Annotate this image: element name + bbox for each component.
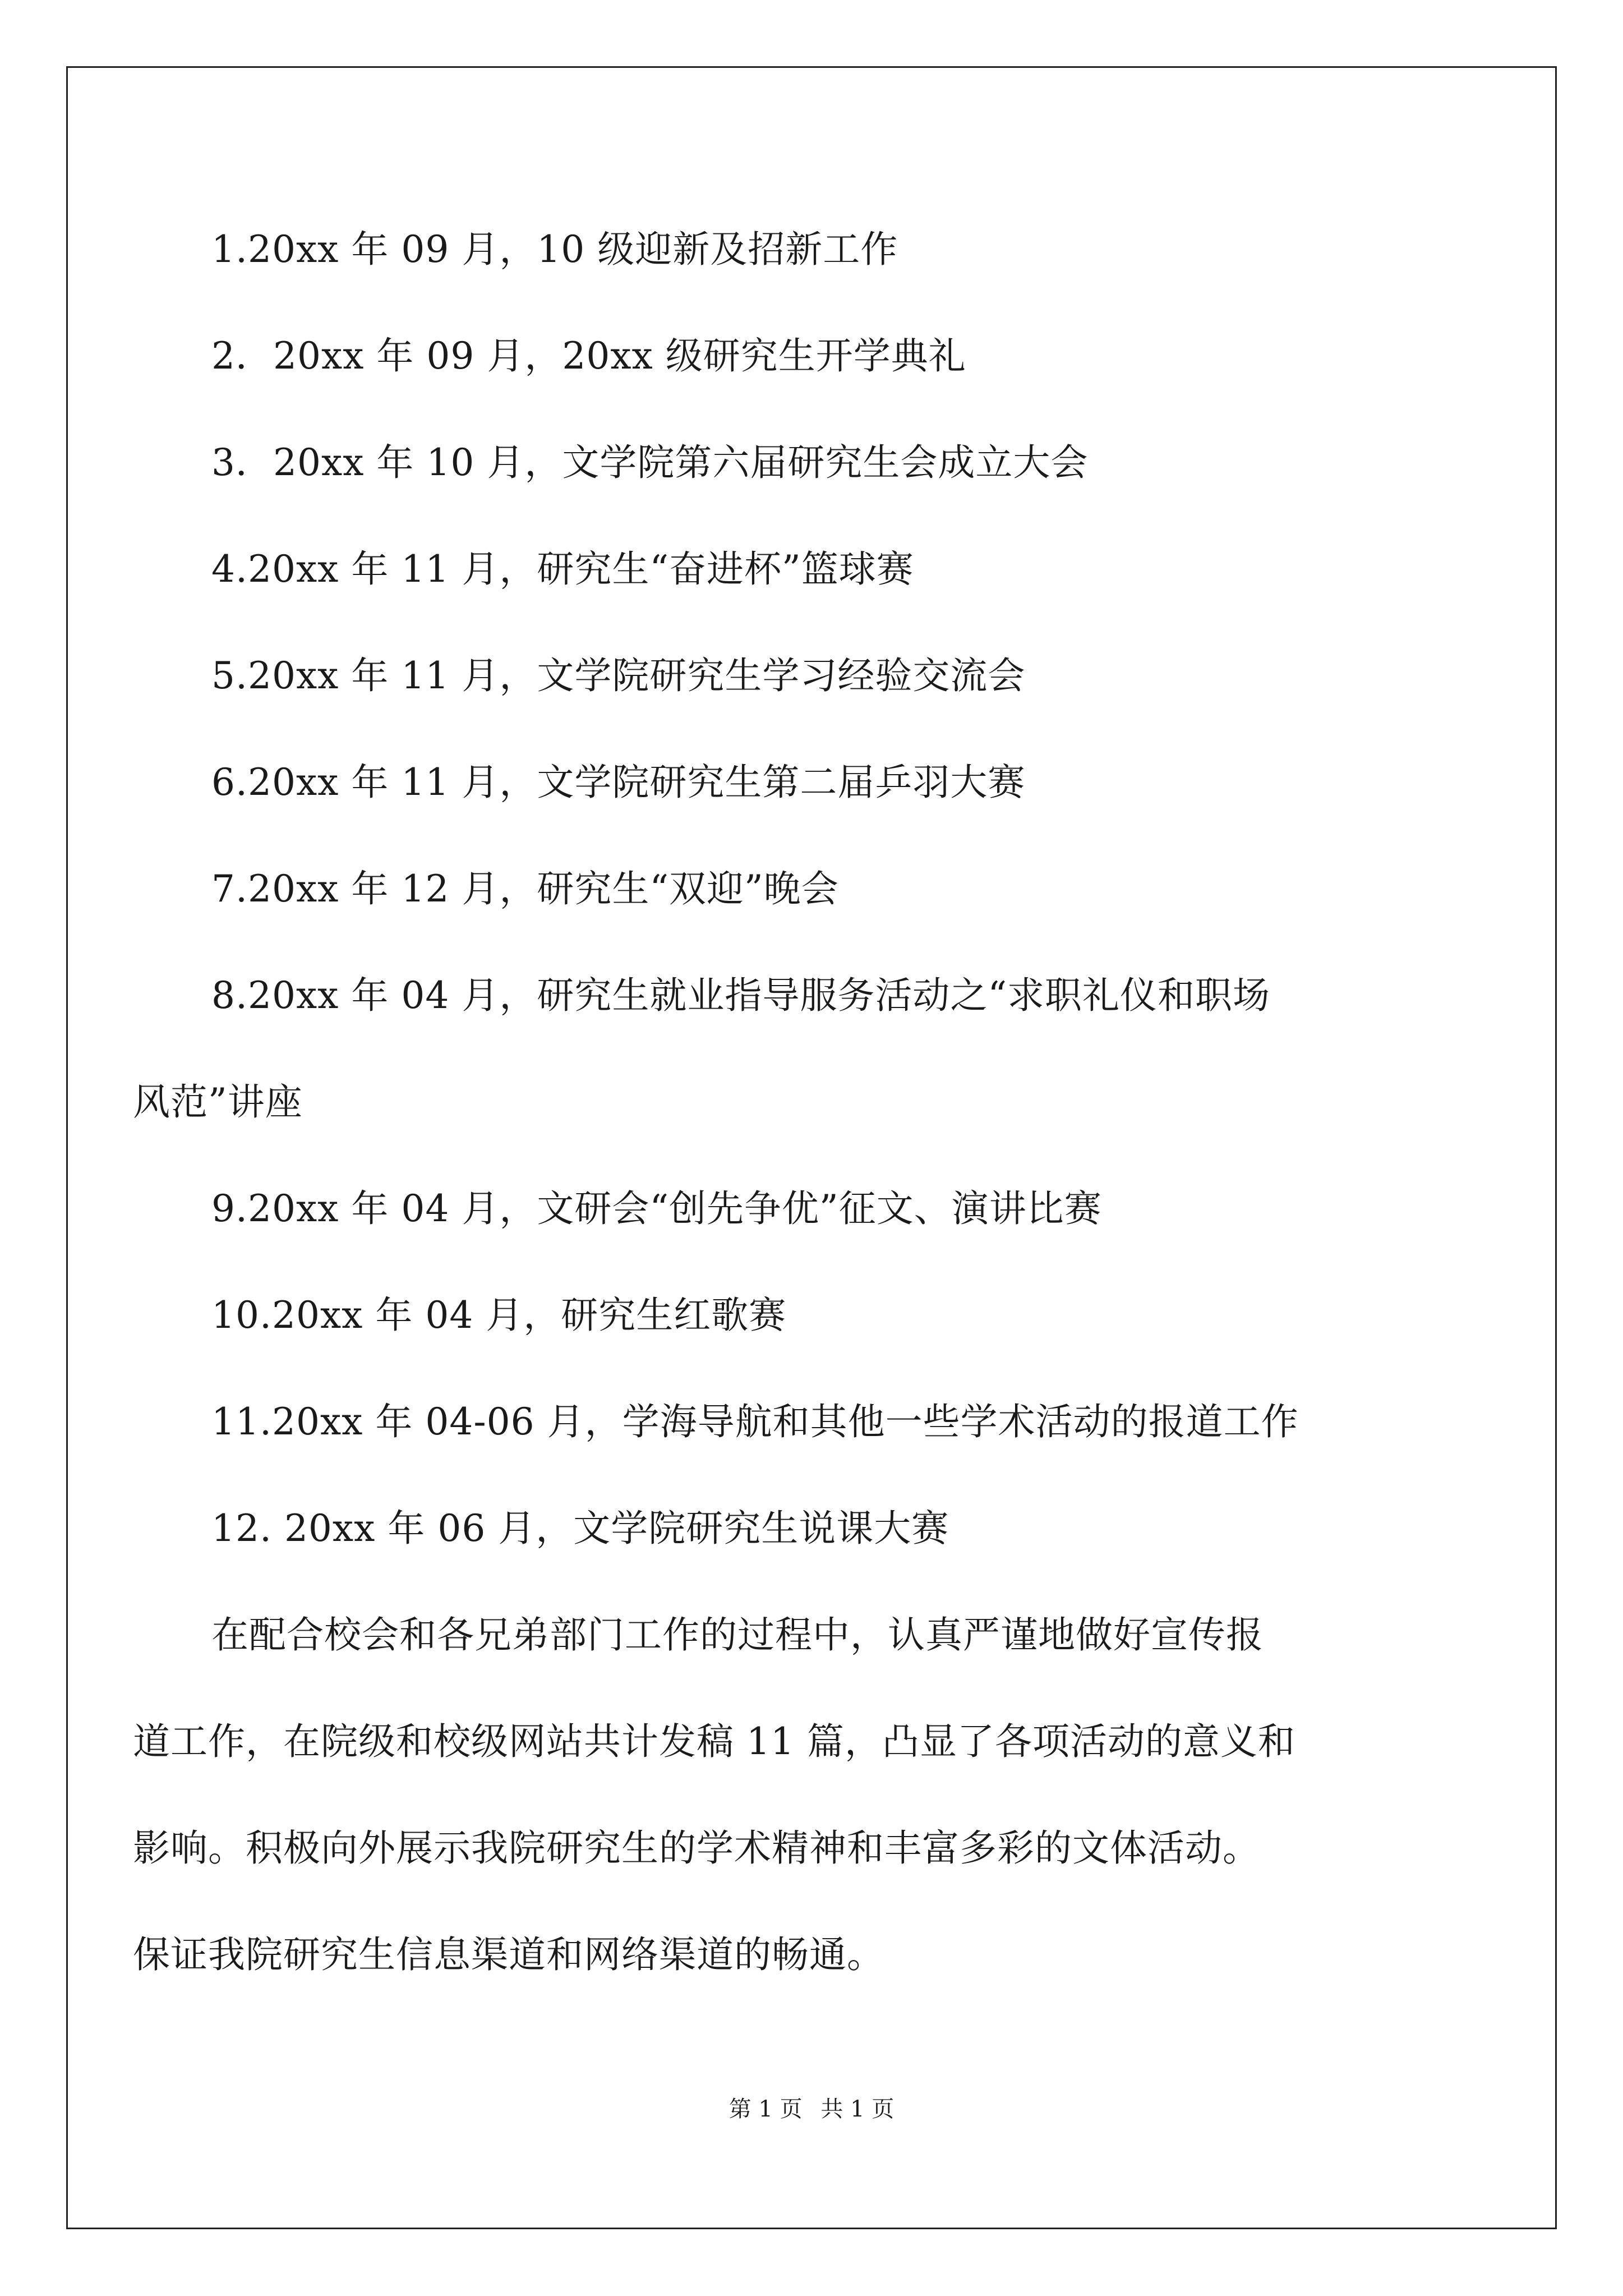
- paragraph-line: 影响。积极向外展示我院研究生的学术精神和丰富多彩的文体活动。: [133, 1826, 1260, 1870]
- list-item: 4.20xx 年 11 月，研究生“奋进杯”篮球赛: [211, 547, 914, 591]
- list-item: 8.20xx 年 04 月，研究生就业指导服务活动之“求职礼仪和职场: [211, 974, 1271, 1017]
- paragraph-line: 道工作，在院级和校级网站共计发稿 11 篇，凸显了各项活动的意义和: [133, 1720, 1295, 1763]
- list-item: 3．20xx 年 10 月，文学院第六届研究生会成立大会: [211, 441, 1089, 484]
- page-number: 第 1 页: [728, 2096, 803, 2122]
- list-item: 11.20xx 年 04-06 月，学海导航和其他一些学术活动的报道工作: [211, 1400, 1299, 1443]
- list-item-continuation: 风范”讲座: [133, 1080, 303, 1124]
- list-item: 5.20xx 年 11 月，文学院研究生学习经验交流会: [211, 654, 1026, 697]
- page-total: 共 1 页: [820, 2096, 895, 2122]
- page-border: [66, 66, 1557, 2229]
- paragraph-line: 在配合校会和各兄弟部门工作的过程中，认真严谨地做好宣传报: [211, 1613, 1264, 1657]
- list-item: 12. 20xx 年 06 月，文学院研究生说课大赛: [211, 1507, 949, 1550]
- list-item: 7.20xx 年 12 月，研究生“双迎”晚会: [211, 867, 839, 910]
- list-item: 1.20xx 年 09 月，10 级迎新及招新工作: [211, 228, 898, 271]
- list-item: 2．20xx 年 09 月，20xx 级研究生开学典礼: [211, 334, 966, 378]
- list-item: 6.20xx 年 11 月，文学院研究生第二届乒羽大赛: [211, 761, 1026, 804]
- paragraph-line: 保证我院研究生信息渠道和网络渠道的畅通。: [133, 1933, 884, 1976]
- list-item: 9.20xx 年 04 月，文研会“创先争优”征文、演讲比赛: [211, 1187, 1102, 1230]
- page-footer: [0, 2092, 1623, 2126]
- list-item: 10.20xx 年 04 月，研究生红歌赛: [211, 1294, 787, 1337]
